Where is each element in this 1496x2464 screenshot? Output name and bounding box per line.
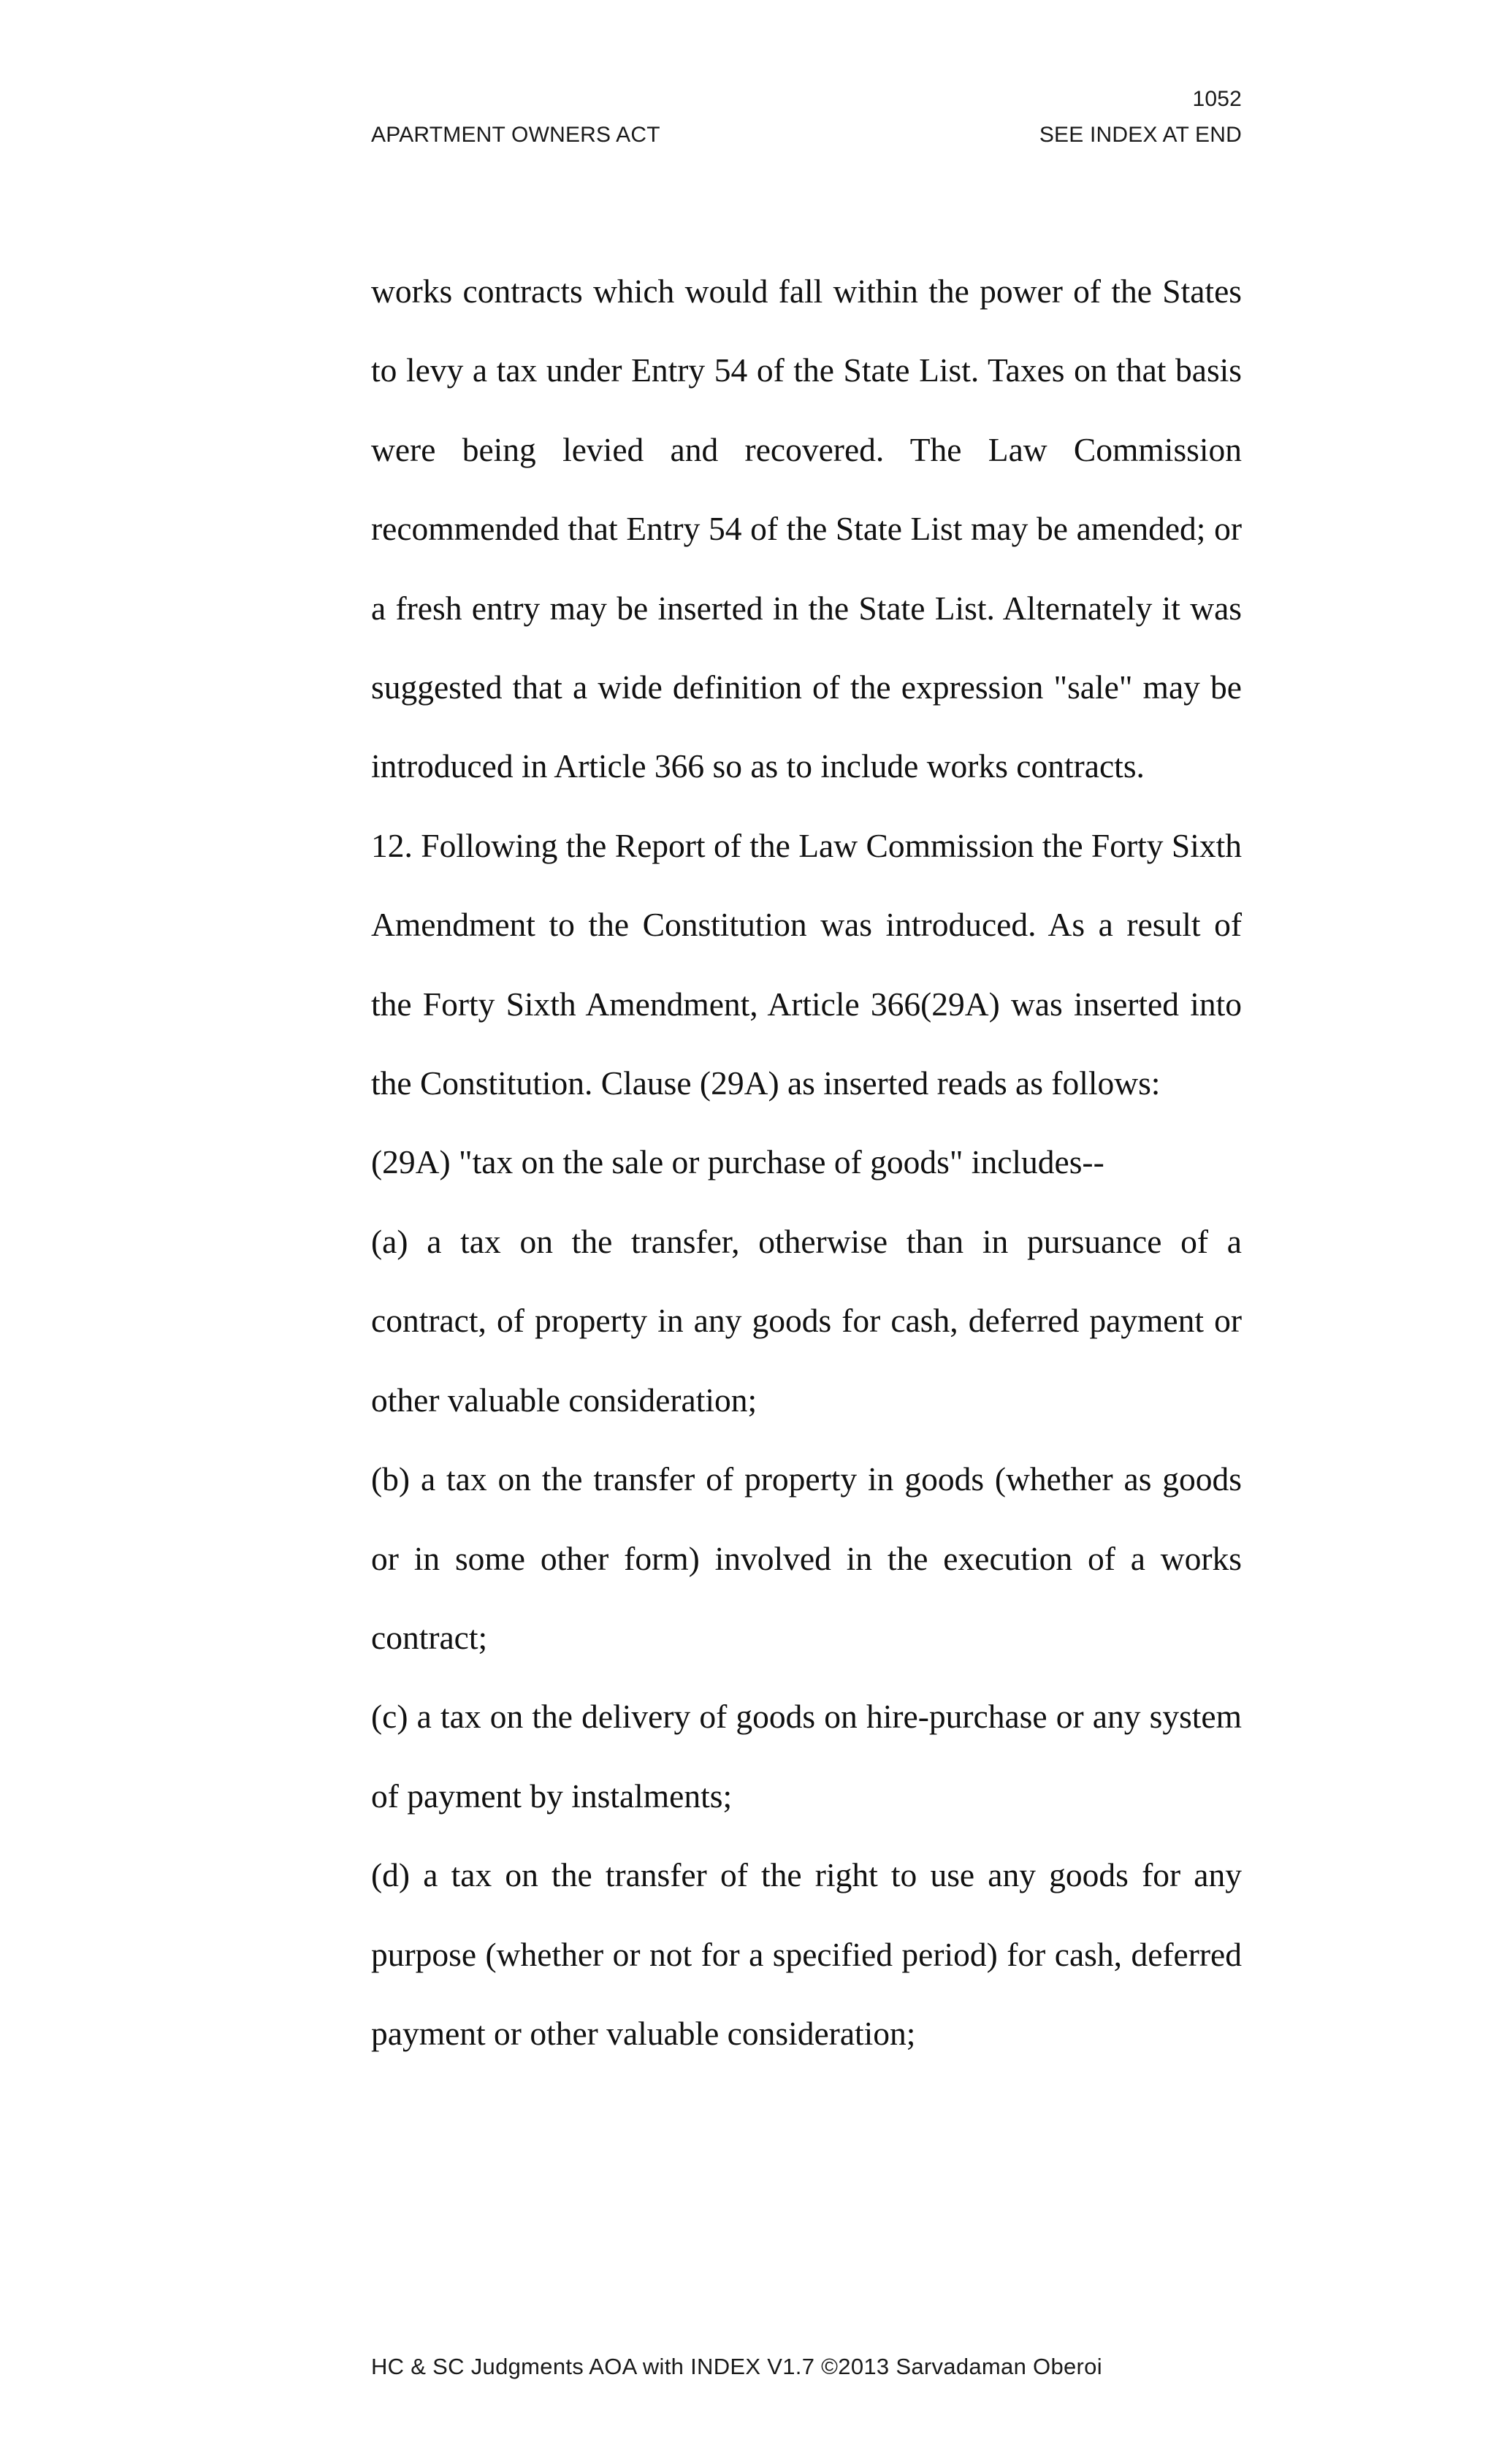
footer-copyright: HC & SC Judgments AOA with INDEX V1.7 ©2013 Sarvadaman Oberoi <box>371 2354 1102 2379</box>
paragraph-12: 12. Following the Report of the Law Commission the Forty Sixth Amendment to the Constitution was introduced. As a result of the Forty Sixth Amendment, Article 366(29A) was inserted into the Constitution. Clause (29A) as inserted reads as follows: <box>371 826 1242 1102</box>
running-title: APARTMENT OWNERS ACT <box>371 123 660 147</box>
clause-29a-heading: (29A) "tax on the sale or purchase of goods" includes-- <box>371 1143 1104 1181</box>
paragraph-continuation: works contracts which would fall within the power of the States to levy a tax under Entry 54 of the State List. Taxes on that basis were being levied and recovered. The Law Commission recommended that Entry 54 of the State List may be amended; or a fresh entry may be inserted in the State List. Alternately it was suggested that a wide definition of the expression "sale" may be introduced in Article 366 so as to include works contracts. <box>371 272 1242 785</box>
page-number: 1052 <box>1192 87 1242 111</box>
clause-item-b: (b) a tax on the transfer of property in goods (whether as goods or in some other form) involved in the execution of a works contract; <box>371 1460 1242 1656</box>
index-note: SEE INDEX AT END <box>1039 123 1242 147</box>
clause-item-c: (c) a tax on the delivery of goods on hire-purchase or any system of payment by instalments; <box>371 1698 1242 1815</box>
clause-item-a: (a) a tax on the transfer, otherwise than in pursuance of a contract, of property in any goods for cash, deferred payment or other valuable consideration; <box>371 1222 1242 1419</box>
clause-item-d: (d) a tax on the transfer of the right to use any goods for any purpose (whether or not for a specified period) for cash, deferred payment or other valuable consideration; <box>371 1856 1242 2052</box>
document-body <box>371 252 1242 2073</box>
